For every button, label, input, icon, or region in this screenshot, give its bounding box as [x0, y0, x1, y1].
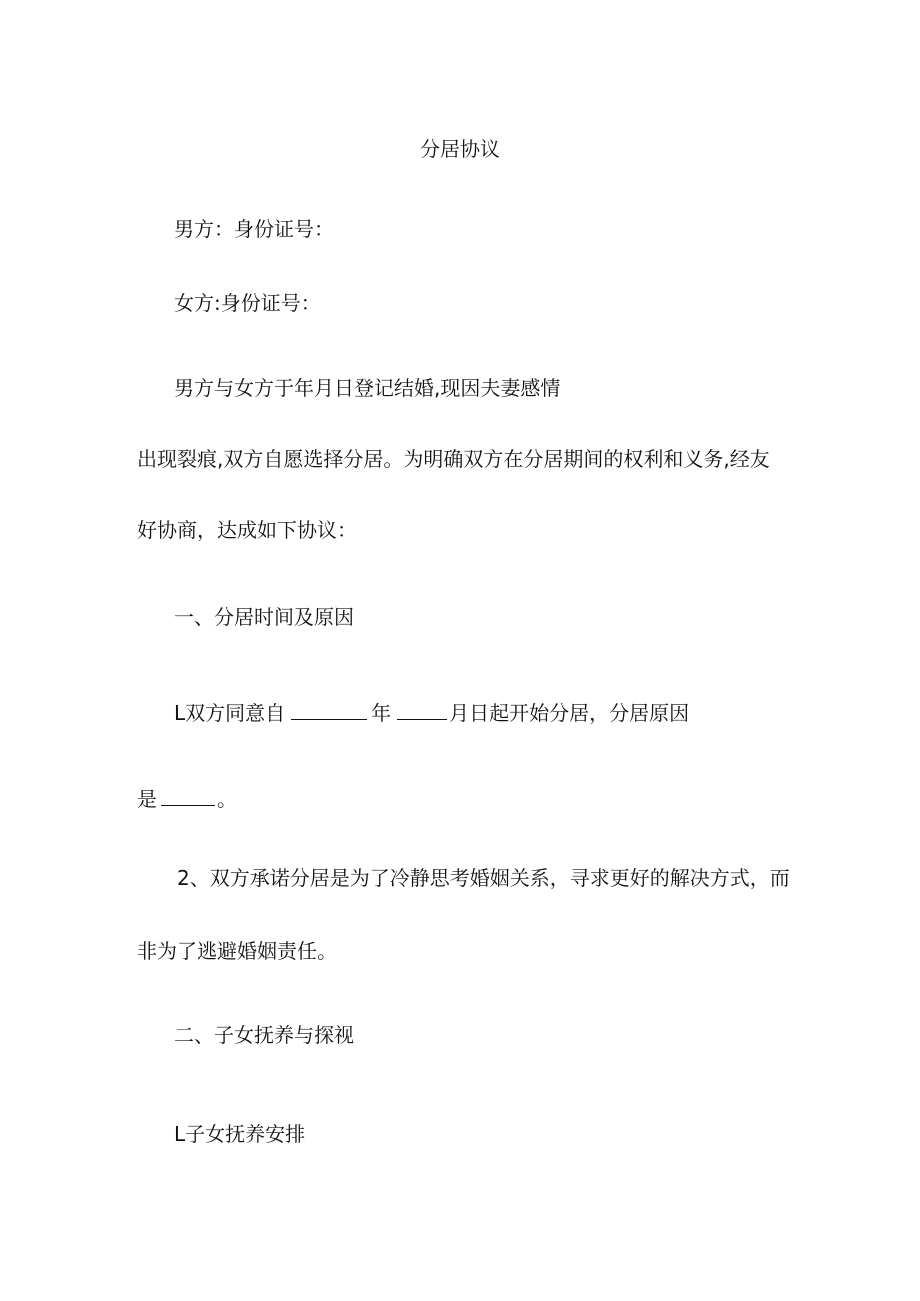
clause-1-1	[174, 700, 689, 726]
section-2-heading: 二、子女抚养与探视	[174, 1023, 354, 1047]
clause-2-1: L子女抚养安排	[174, 1122, 306, 1146]
clause-1-1-text-a: L双方同意自	[174, 701, 286, 725]
clause-1-1-text-c: 月日起开始分居，分居原因	[449, 701, 690, 725]
reason-blank-field	[161, 787, 215, 806]
clause-1-2-line-1: 2、双方承诺分居是为了冷静思考婚姻关系，寻求更好的解决方式，而	[177, 866, 790, 890]
intro-paragraph-line-2: 出现裂痕,双方自愿选择分居。为明确双方在分居期间的权利和义务,经友	[137, 447, 770, 471]
clause-1-1-cont-text-b: 。	[217, 787, 237, 811]
clause-1-1-continued	[137, 786, 237, 812]
section-1-heading: 一、分居时间及原因	[174, 605, 354, 629]
intro-paragraph-line-1: 男方与女方于年月日登记结婚,现因夫妻感情	[174, 376, 561, 400]
female-party-line: 女方:身份证号：	[174, 291, 321, 315]
clause-1-2-line-2: 非为了逃避婚姻责任。	[137, 939, 337, 963]
year-blank-field	[291, 701, 367, 720]
month-blank-field	[397, 701, 447, 720]
document-title: 分居协议	[420, 137, 500, 161]
clause-1-1-cont-text-a: 是	[137, 787, 157, 811]
clause-1-1-text-b: 年	[371, 701, 392, 725]
male-party-line: 男方：身份证号：	[174, 217, 334, 241]
intro-paragraph-line-3: 好协商，达成如下协议：	[137, 518, 357, 542]
